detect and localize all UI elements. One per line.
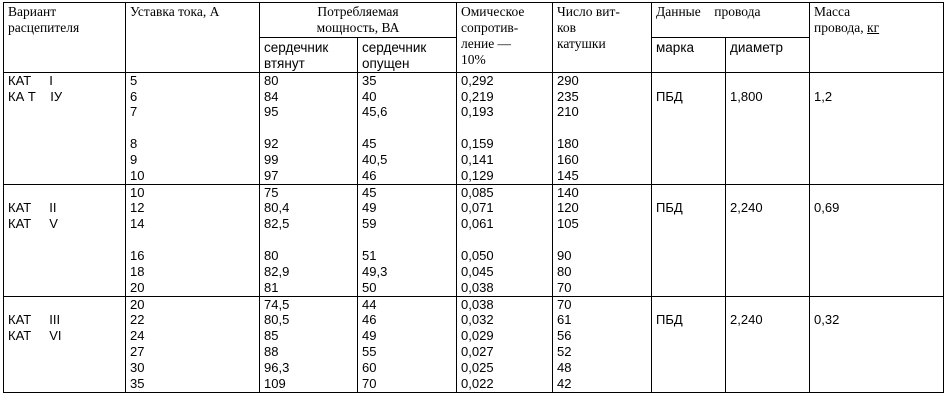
turns-value: 180 (557, 136, 579, 152)
table-row (4, 72, 944, 184)
brand-value: ПБД (656, 88, 683, 104)
pulled-value: 75 (264, 184, 279, 200)
header-power (260, 3, 457, 38)
cell-setting (126, 184, 260, 296)
pulled-value: 88 (264, 344, 279, 360)
diameter-value: 2,240 (730, 312, 763, 328)
cell-variant (4, 184, 126, 296)
header-variant-line: расцепителя (8, 19, 80, 35)
released-value (362, 120, 452, 136)
pulled-value: 80 (264, 247, 279, 263)
resistance-value: 0,159 (461, 136, 494, 152)
table-row (4, 184, 944, 296)
header-wire-text: Данные провода (656, 4, 761, 19)
released-value: 46 (362, 312, 377, 328)
header-resistance-line: 10% (461, 51, 486, 67)
released-value: 60 (362, 359, 377, 375)
cell-diameter (726, 296, 810, 392)
header-core-released (358, 38, 457, 73)
variant-value: КАТ VI (8, 328, 62, 344)
setting-value (130, 232, 255, 248)
header-wire (652, 3, 810, 38)
resistance-value: 0,038 (461, 296, 494, 312)
pulled-value (264, 232, 353, 248)
setting-value: 8 (130, 136, 138, 152)
diameter-value: 2,240 (730, 200, 763, 216)
released-value: 46 (362, 167, 377, 183)
header-turns-line: катушки (557, 35, 606, 51)
cell-brand (652, 184, 726, 296)
data-table (3, 2, 944, 393)
mass-value (814, 297, 939, 313)
turns-value: 42 (557, 375, 572, 391)
header-turns-line: Число вит- (557, 4, 620, 19)
table-body (4, 72, 944, 392)
header-resistance-line: Омическое (461, 4, 525, 19)
resistance-value: 0,292 (461, 72, 494, 88)
released-value: 49,3 (362, 263, 388, 279)
turns-value: 290 (557, 72, 579, 88)
pulled-value (264, 120, 353, 136)
pulled-value: 80 (264, 72, 279, 88)
pulled-value: 99 (264, 151, 279, 167)
header-mass-unit: кг (867, 19, 880, 35)
cell-setting (126, 72, 260, 184)
cell-mass (810, 184, 944, 296)
setting-value: 9 (130, 151, 138, 167)
pulled-value: 85 (264, 328, 279, 344)
pulled-value: 92 (264, 136, 279, 152)
pulled-value: 82,9 (264, 263, 290, 279)
cell-variant (4, 72, 126, 184)
variant-value: КАТ III (8, 312, 61, 328)
cell-released (358, 72, 457, 184)
turns-value: 56 (557, 328, 572, 344)
released-value: 40 (362, 88, 377, 104)
header-turns-line: ков (557, 19, 577, 35)
turns-value: 105 (557, 216, 579, 232)
resistance-value: 0,032 (461, 312, 494, 328)
pulled-value: 81 (264, 279, 279, 295)
released-value: 45 (362, 136, 377, 152)
cell-resistance (457, 72, 553, 184)
variant-value: КА Т IУ (8, 88, 63, 104)
cell-turns (553, 72, 652, 184)
header-core-released-line: опущен (362, 55, 410, 71)
pulled-value: 97 (264, 167, 279, 183)
turns-value: 210 (557, 104, 579, 120)
turns-value: 61 (557, 312, 572, 328)
pulled-value: 80,4 (264, 200, 290, 216)
pulled-value: 82,5 (264, 216, 290, 232)
header-setting-text: Уставка тока, А (130, 4, 220, 19)
resistance-value: 0,219 (461, 88, 494, 104)
table-row (4, 296, 944, 392)
cell-diameter (726, 184, 810, 296)
cell-variant (4, 296, 126, 392)
turns-value: 48 (557, 359, 572, 375)
header-setting (126, 3, 260, 73)
setting-value: 6 (130, 88, 138, 104)
resistance-value: 0,193 (461, 104, 494, 120)
cell-released (358, 184, 457, 296)
header-power-line: мощность, ВА (316, 19, 400, 35)
cell-brand (652, 296, 726, 392)
setting-value (130, 120, 255, 136)
released-value: 70 (362, 375, 377, 391)
mass-value: 0,32 (814, 312, 840, 328)
turns-value: 160 (557, 151, 579, 167)
turns-value: 235 (557, 88, 579, 104)
released-value: 49 (362, 328, 377, 344)
turns-value (557, 120, 647, 136)
resistance-value: 0,061 (461, 216, 494, 232)
turns-value: 120 (557, 200, 579, 216)
diameter-value (730, 185, 805, 201)
turns-value: 80 (557, 263, 572, 279)
setting-value: 10 (130, 167, 145, 183)
setting-value: 5 (130, 72, 138, 88)
cell-mass (810, 72, 944, 184)
cell-pulled (260, 72, 358, 184)
header-turns (553, 3, 652, 73)
header-resistance-line: сопротив- (461, 19, 519, 35)
turns-value: 52 (557, 344, 572, 360)
brand-value (656, 297, 721, 313)
resistance-value (461, 232, 548, 248)
resistance-value: 0,045 (461, 263, 494, 279)
setting-value: 20 (130, 279, 145, 295)
setting-value: 22 (130, 312, 145, 328)
turns-value (557, 232, 647, 248)
turns-value: 140 (557, 184, 579, 200)
header-power-line: Потребляемая (317, 4, 399, 19)
turns-value: 145 (557, 167, 579, 183)
brand-value (656, 73, 721, 89)
setting-value: 30 (130, 359, 145, 375)
header-wire-diameter-text: диаметр (730, 40, 783, 55)
header-mass (810, 3, 944, 73)
resistance-value (461, 120, 548, 136)
resistance-value: 0,141 (461, 151, 494, 167)
cell-released (358, 296, 457, 392)
cell-setting (126, 296, 260, 392)
setting-value: 14 (130, 216, 145, 232)
released-value: 49 (362, 200, 377, 216)
pulled-value: 95 (264, 104, 279, 120)
resistance-value: 0,038 (461, 279, 494, 295)
header-resistance (457, 3, 553, 73)
variant-value: КАТ II (8, 200, 57, 216)
resistance-value: 0,085 (461, 184, 494, 200)
resistance-value: 0,029 (461, 328, 494, 344)
released-value: 40,5 (362, 151, 388, 167)
brand-value: ПБД (656, 312, 683, 328)
header-variant (4, 3, 126, 73)
header-core-pulled (260, 38, 358, 73)
cell-turns (553, 296, 652, 392)
setting-value: 18 (130, 263, 145, 279)
setting-value: 27 (130, 344, 145, 360)
header-mass-line: Масса (814, 4, 851, 19)
header-core-released-line: сердечник (362, 40, 427, 55)
header-variant-line: Вариант (8, 4, 57, 19)
released-value: 51 (362, 247, 377, 263)
resistance-value: 0,129 (461, 167, 494, 183)
released-value: 45,6 (362, 104, 388, 120)
mass-value (814, 73, 939, 89)
setting-value: 12 (130, 200, 145, 216)
header-core-pulled-line: сердечник (264, 40, 329, 55)
setting-value: 24 (130, 328, 145, 344)
setting-value: 10 (130, 184, 145, 200)
header-wire-brand-text: марка (656, 40, 695, 55)
variant-value: КАТ I (8, 72, 53, 88)
header-wire-brand (652, 38, 726, 73)
released-value: 55 (362, 344, 377, 360)
resistance-value: 0,025 (461, 359, 494, 375)
released-value: 44 (362, 296, 377, 312)
released-value: 45 (362, 184, 377, 200)
setting-value: 16 (130, 247, 145, 263)
header-mass-label: провода, (814, 19, 864, 35)
cell-turns (553, 184, 652, 296)
resistance-value: 0,022 (461, 375, 494, 391)
variant-value: КАТ V (8, 216, 58, 232)
released-value: 35 (362, 72, 377, 88)
variant-value (8, 185, 121, 201)
diameter-value (730, 297, 805, 313)
diameter-value (730, 73, 805, 89)
variant-value (8, 297, 121, 313)
resistance-value: 0,027 (461, 344, 494, 360)
setting-value: 20 (130, 296, 145, 312)
pulled-value: 96,3 (264, 359, 290, 375)
pulled-value: 84 (264, 88, 279, 104)
cell-pulled (260, 296, 358, 392)
cell-mass (810, 296, 944, 392)
released-value (362, 232, 452, 248)
header-wire-diameter (726, 38, 810, 73)
brand-value (656, 185, 721, 201)
brand-value: ПБД (656, 200, 683, 216)
turns-value: 90 (557, 247, 572, 263)
setting-value: 35 (130, 375, 145, 391)
pulled-value: 109 (264, 375, 286, 391)
cell-pulled (260, 184, 358, 296)
mass-value: 0,69 (814, 200, 840, 216)
turns-value: 70 (557, 279, 572, 295)
header-core-pulled-line: втянут (264, 55, 305, 71)
header-mass-line (814, 21, 939, 37)
diameter-value: 1,800 (730, 88, 763, 104)
resistance-value: 0,050 (461, 247, 494, 263)
pulled-value: 80,5 (264, 312, 290, 328)
mass-value: 1,2 (814, 88, 833, 104)
pulled-value: 74,5 (264, 296, 290, 312)
header-resistance-line: ление — (461, 35, 512, 51)
setting-value: 7 (130, 104, 138, 120)
released-value: 59 (362, 216, 377, 232)
cell-diameter (726, 72, 810, 184)
released-value: 50 (362, 279, 377, 295)
cell-resistance (457, 184, 553, 296)
turns-value: 70 (557, 296, 572, 312)
resistance-value: 0,071 (461, 200, 494, 216)
mass-value (814, 185, 939, 201)
cell-brand (652, 72, 726, 184)
cell-resistance (457, 296, 553, 392)
